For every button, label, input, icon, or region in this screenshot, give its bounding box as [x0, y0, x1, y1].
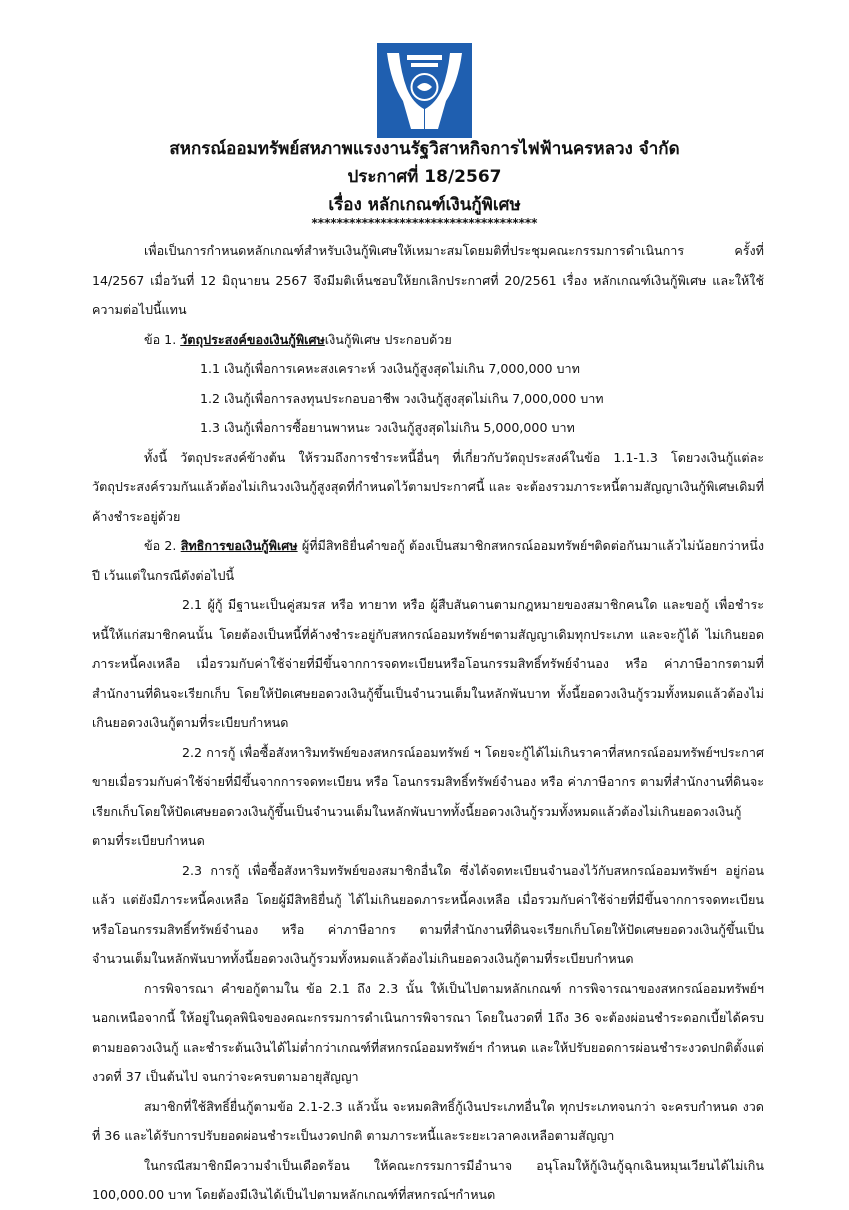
- consideration-paragraph: การพิจารณา คำขอกู้ตามใน ข้อ 2.1 ถึง 2.3 นั้น ให้เป็นไปตามหลักเกณฑ์ การพิจารณาของสหกรณ์ออมทรัพย์ฯ นอกเหนือจากนี้ ให้อยู่ในดุลพินิจของคณะกรรมการดำเนินการพิจารณา โดยในงวดที่ 1ถึง 36 จะต้องผ่อนชำระดอกเบี้ยได้ครบตามยอดวงเงินกู้ และชำระต้นเงินได้ไม่ต่ำกว่าเกณฑ์ที่สหกรณ์ออมทรัพย์ฯ กำหนด และให้ปรับยอดการผ่อนชำระงวดปกติตั้งแต่งวดที่ 37 เป็นต้นไป จนกว่าจะครบตามอายุสัญญา: [92, 980, 764, 1084]
- clause-1-item: 1.3 เงินกู้เพื่อการซื้อยานพาหนะ วงเงินกู้สูงสุดไม่เกิน 5,000,000 บาท: [200, 420, 575, 435]
- clause-1-item: 1.1 เงินกู้เพื่อการเคหะสงเคราะห์ วงเงินกู้สูงสุดไม่เกิน 7,000,000 บาท: [200, 361, 580, 376]
- clause-1-note: ทั้งนี้ วัตถุประสงค์ข้างต้น ให้รวมถึงการชำระหนี้อื่นๆ ที่เกี่ยวกับวัตถุประสงค์ในข้อ 1.1-1.3 โดยวงเงินกู้แต่ละวัตถุประสงค์รวมกันแล้วต้องไม่เกินวงเงินกู้สูงสุดที่กำหนดไว้ตามประกาศนี้ และ จะต้องรวมภาระหนี้ตามสัญญาเงินกู้พิเศษเดิมที่ค้างชำระอยู่ด้วย: [92, 449, 764, 524]
- clause-1-heading: [92, 325, 764, 355]
- clause-1-text: เงินกู้พิเศษ ประกอบด้วย: [324, 331, 452, 347]
- announcement-number: ประกาศที่ 18/2567: [347, 167, 502, 187]
- document-body: [92, 236, 764, 1210]
- clause-1-title: วัตถุประสงค์ของเงินกู้พิเศษ: [180, 331, 325, 347]
- rights-paragraph: สมาชิกที่ใช้สิทธิ์ยื่นกู้ตามข้อ 2.1-2.3 แล้วนั้น จะหมดสิทธิ์กู้เงินประเภทอื่นใด ทุกประเภทจนกว่า จะครบกำหนด งวดที่ 36 และได้รับการปรับยอดผ่อนชำระเป็นงวดปกติ ตามภาระหนี้และระยะเวลาคงเหลือตามสัญญา: [92, 1098, 764, 1143]
- separator-line: ************************************: [311, 216, 538, 230]
- announcement-subject: เรื่อง หลักเกณฑ์เงินกู้พิเศษ: [328, 195, 521, 215]
- clause-2-heading: [92, 531, 764, 590]
- intro-paragraph: เพื่อเป็นการกำหนดหลักเกณฑ์สำหรับเงินกู้พิเศษให้เหมาะสมโดยมติที่ประชุมคณะกรรมการดำเนินการ ครั้งที่ 14/2567 เมื่อวันที่ 12 มิถุนายน 2567 จึงมีมติเห็นชอบให้ยกเลิกประกาศที่ 20/2561 เรื่อง หลักเกณฑ์เงินกู้พิเศษ และให้ใช้ความต่อไปนี้แทน: [92, 243, 764, 317]
- clause-2-1: 2.1 ผู้กู้ มีฐานะเป็นคู่สมรส หรือ ทายาท หรือ ผู้สืบสันดานตามกฎหมายของสมาชิกคนใด และขอกู้ เพื่อชำระหนี้ให้แก่สมาชิกคนนั้น โดยต้องเป็นหนี้ที่ค้างชำระอยู่กับสหกรณ์ออมทรัพย์ฯตามสัญญาเดิมทุกประเภท และจะกู้ได้ ไม่เกินยอดภาระหนี้คงเหลือ เมื่อรวมกับค่าใช้จ่ายที่มีขึ้นจากการจดทะเบียนหรือโอนกรรมสิทธิ์ทรัพย์จำนอง หรือ ค่าภาษีอากรตามที่สำนักงานที่ดินจะเรียกเก็บ โดยให้ปัดเศษยอดวงเงินกู้ขึ้นเป็นจำนวนเต็มในหลักพันบาท ทั้งนี้ยอดวงเงินกู้รวมทั้งหมดแล้วต้องไม่เกินยอดวงเงินกู้ตามที่ระเบียบกำหนด: [92, 597, 764, 730]
- clause-2-text: ผู้ที่มีสิทธิยื่นคำขอกู้ ต้องเป็นสมาชิกสหกรณ์ออมทรัพย์ฯติดต่อกันมาแล้วไม่น้อยกว่าหนึ่งปี เว้นแต่ในกรณีดังต่อไปนี้: [92, 538, 764, 583]
- clause-2-2: 2.2 การกู้ เพื่อซื้อสังหาริมทรัพย์ของสหกรณ์ออมทรัพย์ ฯ โดยจะกู้ได้ไม่เกินราคาที่สหกรณ์ออมทรัพย์ฯประกาศขายเมื่อรวมกับค่าใช้จ่ายที่มีขึ้นจากการจดทะเบียน หรือ โอนกรรมสิทธิ์ทรัพย์จำนอง หรือ ค่าภาษีอากร ตามที่สำนักงานที่ดินจะเรียกเก็บโดยให้ปัดเศษยอดวงเงินกู้ขึ้นเป็นจำนวนเต็มในหลักพันบาททั้งนี้ยอดวงเงินกู้รวมทั้งหมดแล้วต้องไม่เกินยอดวงเงินกู้ตามที่ระเบียบกำหนด: [92, 744, 764, 848]
- organization-name: สหกรณ์ออมทรัพย์สหภาพแรงงานรัฐวิสาหกิจการไฟฟ้านครหลวง จำกัด: [169, 139, 680, 159]
- clause-2-3: 2.3 การกู้ เพื่อซื้อสังหาริมทรัพย์ของสมาชิกอื่นใด ซึ่งได้จดทะเบียนจำนองไว้กับสหกรณ์ออมทรัพย์ฯ อยู่ก่อนแล้ว แต่ยังมีภาระหนี้คงเหลือ โดยผู้มีสิทธิยื่นกู้ ได้ไม่เกินยอดภาระหนี้คงเหลือ เมื่อรวมกับค่าใช้จ่ายที่มีขึ้นจากการจดทะเบียนหรือโอนกรรมสิทธิ์ทรัพย์จำนอง หรือ ค่าภาษีอากร ตามที่สำนักงานที่ดินจะเรียกเก็บโดยให้ปัดเศษยอดวงเงินกู้ขึ้นเป็นจำนวนเต็มในหลักพันบาททั้งนี้ยอดวงเงินกู้รวมทั้งหมดแล้วต้องไม่เกินยอดวงเงินกู้ตามที่ระเบียบกำหนด: [92, 862, 764, 966]
- clause-2-prefix: ข้อ 2.: [144, 538, 181, 553]
- clause-1-item: 1.2 เงินกู้เพื่อการลงทุนประกอบอาชีพ วงเงินกู้สูงสุดไม่เกิน 7,000,000 บาท: [200, 390, 604, 406]
- organization-logo-icon: [377, 43, 472, 138]
- clause-2-title: สิทธิการขอเงินกู้พิเศษ: [180, 538, 298, 553]
- emergency-paragraph: ในกรณีสมาชิกมีความจำเป็นเดือดร้อน ให้คณะกรรมการมีอำนาจ อนุโลมให้กู้เงินกู้ฉุกเฉินหมุนเวียนได้ไม่เกิน 100,000.00 บาท โดยต้องมีเงินได้เป็นไปตามหลักเกณฑ์ที่สหกรณ์ฯกำหนด: [92, 1157, 764, 1202]
- clause-1-prefix: ข้อ 1.: [144, 331, 181, 347]
